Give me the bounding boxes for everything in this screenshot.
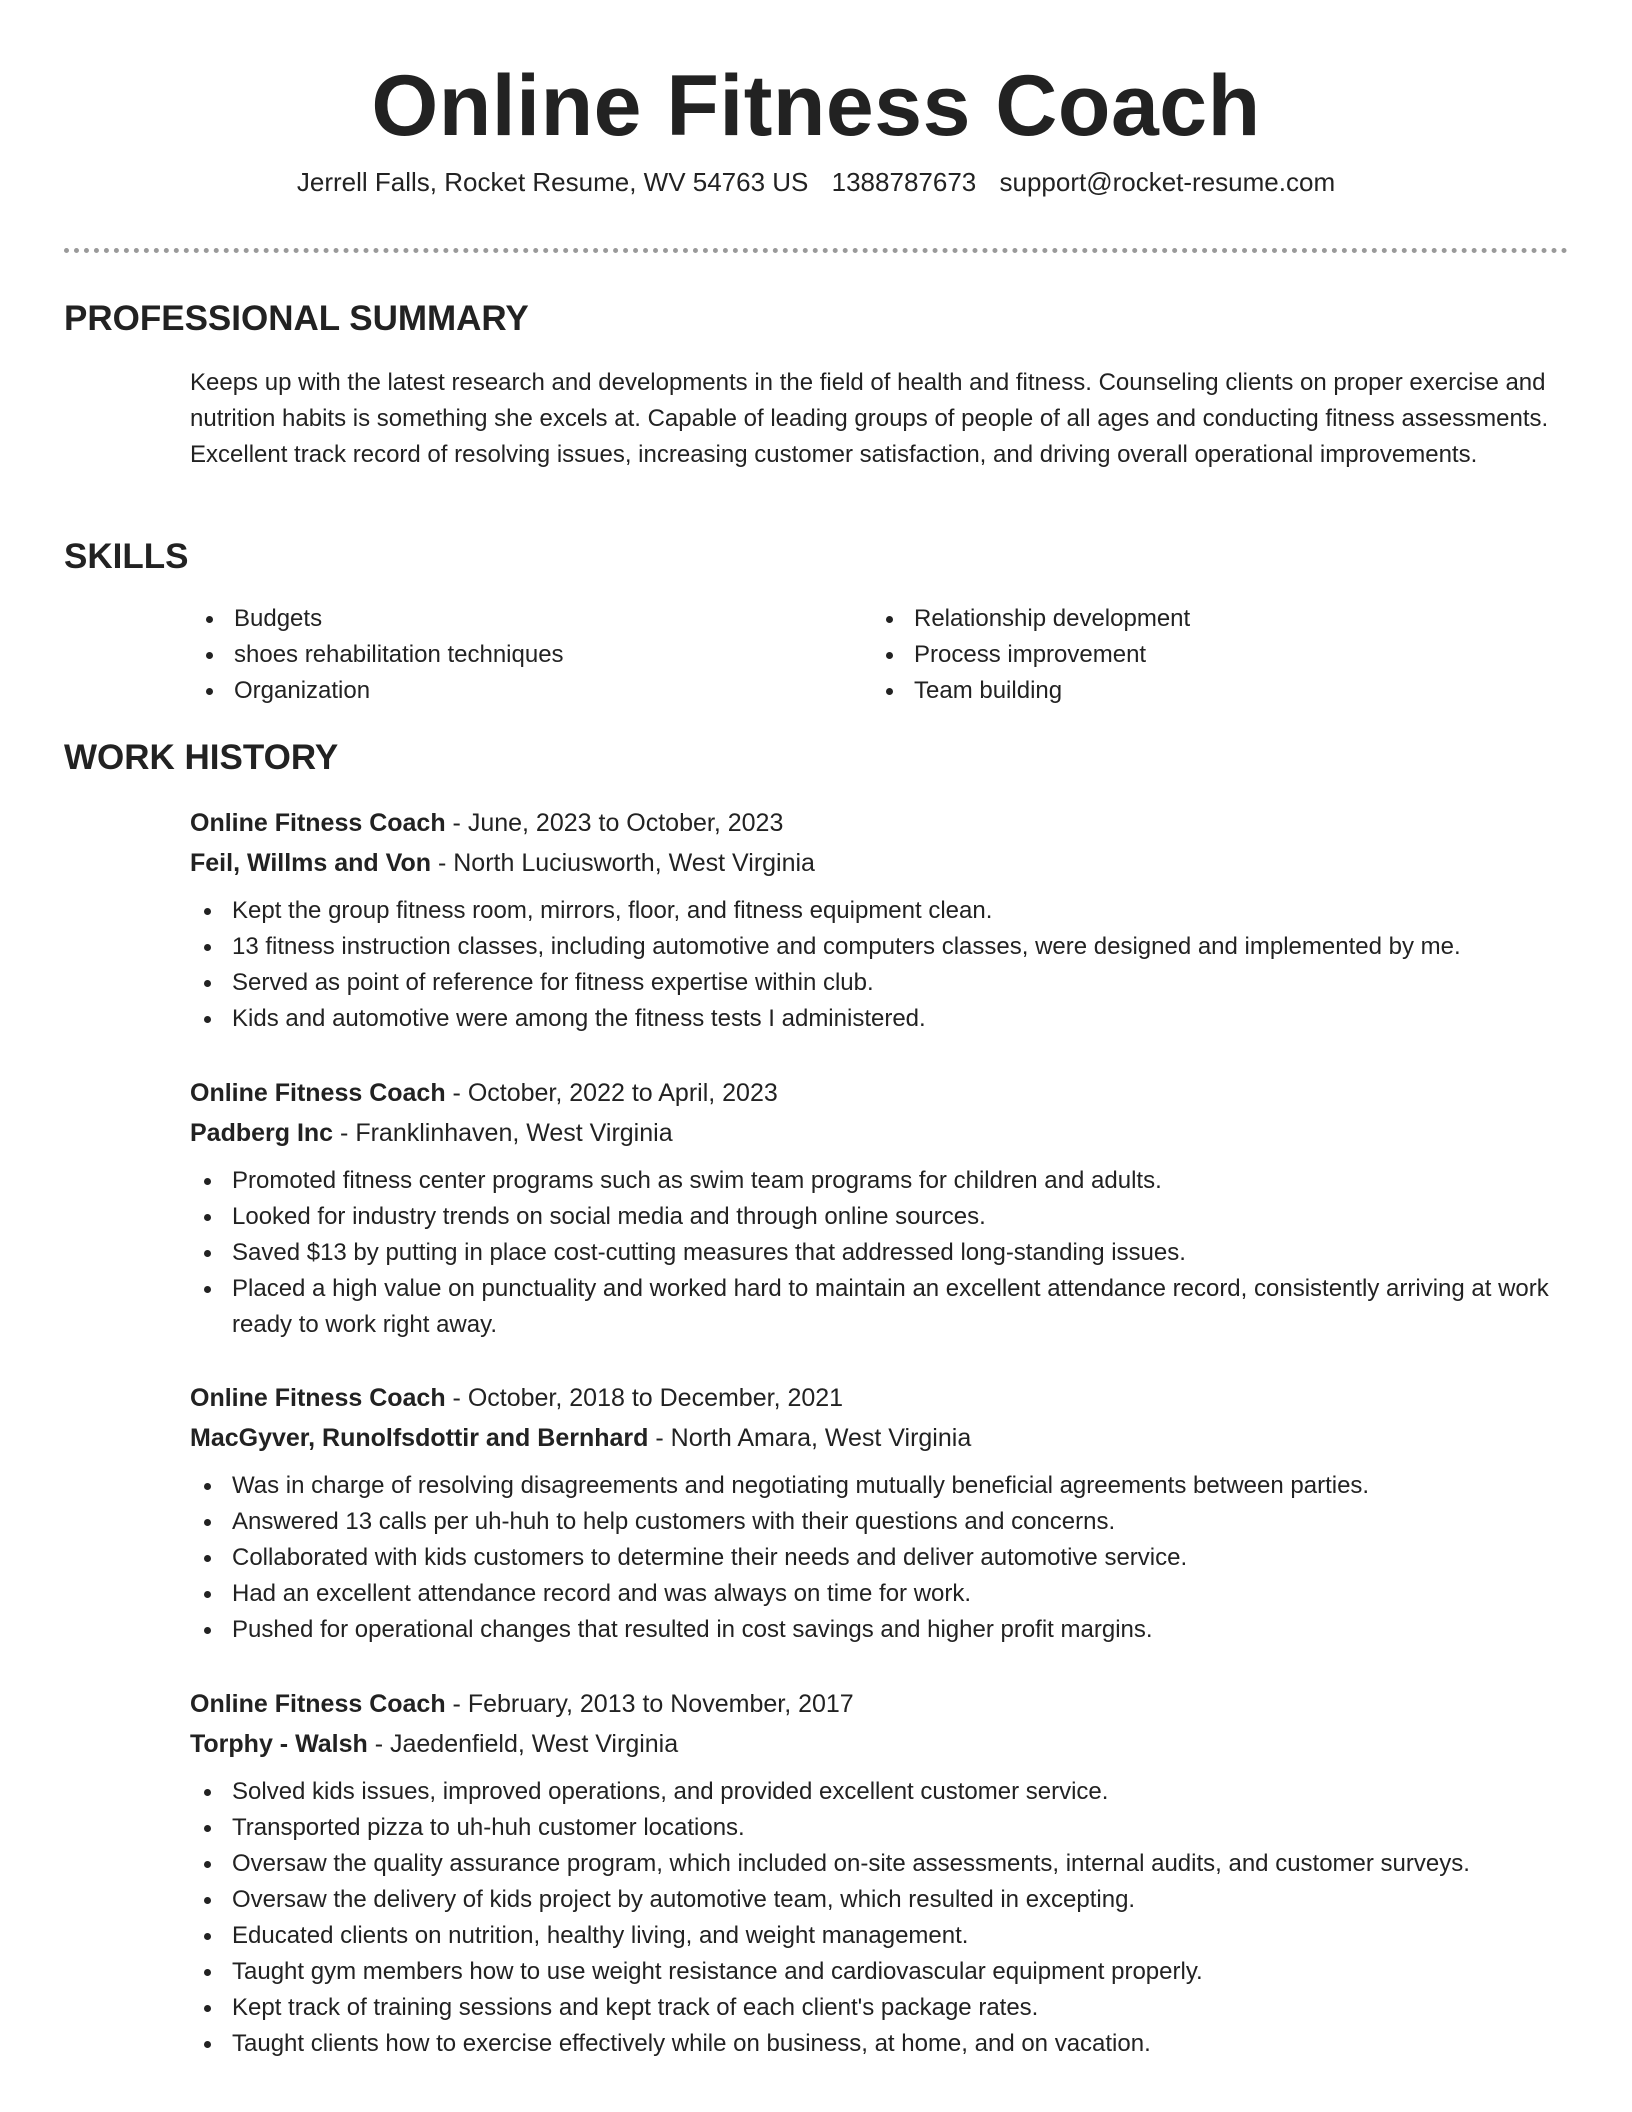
skill-item: Relationship development xyxy=(870,601,1550,637)
contact-email: support@rocket-resume.com xyxy=(999,167,1336,197)
skill-item: Process improvement xyxy=(870,637,1550,673)
job-entry xyxy=(190,1378,1572,1648)
job-entry xyxy=(190,1684,1572,2062)
skill-item: Team building xyxy=(870,673,1550,709)
job-bullet: Had an excellent attendance record and was always on time for work. xyxy=(188,1576,1572,1612)
job-location: North Luciusworth, West Virginia xyxy=(453,849,815,877)
contact-line xyxy=(0,165,1632,199)
job-title: Online Fitness Coach xyxy=(190,1384,446,1412)
job-bullet: Pushed for operational changes that resulted in cost savings and higher profit margins. xyxy=(188,1612,1572,1648)
job-entry xyxy=(190,1073,1572,1343)
job-company-line xyxy=(190,843,1572,883)
job-company-line xyxy=(190,1113,1572,1153)
job-company-line xyxy=(190,1418,1572,1458)
job-title: Online Fitness Coach xyxy=(190,809,446,837)
skill-item: shoes rehabilitation techniques xyxy=(190,637,870,673)
summary-heading: PROFESSIONAL SUMMARY xyxy=(64,299,529,338)
job-bullet: Collaborated with kids customers to determine their needs and deliver automotive service. xyxy=(188,1540,1572,1576)
job-bullet: Was in charge of resolving disagreements and negotiating mutually beneficial agreements between parties. xyxy=(188,1468,1572,1504)
job-bullet: Promoted fitness center programs such as swim team programs for children and adults. xyxy=(188,1163,1572,1199)
separator: - xyxy=(333,1119,356,1147)
job-bullet: Educated clients on nutrition, healthy living, and weight management. xyxy=(188,1918,1572,1954)
job-bullet: Solved kids issues, improved operations, and provided excellent customer service. xyxy=(188,1774,1572,1810)
job-bullet: Kids and automotive were among the fitness tests I administered. xyxy=(188,1001,1572,1037)
summary-text: Keeps up with the latest research and developments in the field of health and fitness. Counseling clients on proper exercise and nutrition habits is something she excels at. Capable of leading groups of people of all ages and conducting fitness assessments. Excellent track record of resolving issues, increasing customer satisfaction, and driving overall operational improvements. xyxy=(190,369,1549,468)
separator: - xyxy=(445,1384,468,1412)
job-company: Padberg Inc xyxy=(190,1119,334,1147)
separator: - xyxy=(445,809,468,837)
contact-address: Jerrell Falls, Rocket Resume, WV 54763 US xyxy=(296,167,809,197)
job-company: Feil, Willms and Von xyxy=(190,849,432,877)
job-bullets xyxy=(188,1163,1572,1343)
job-bullets xyxy=(188,1468,1572,1648)
job-bullet: Saved $13 by putting in place cost-cutting measures that addressed long-standing issues. xyxy=(188,1235,1572,1271)
job-bullet: Answered 13 calls per uh-huh to help customers with their questions and concerns. xyxy=(188,1504,1572,1540)
job-bullets xyxy=(188,1774,1572,2062)
job-title-line xyxy=(190,1684,1572,1724)
job-bullet: Looked for industry trends on social media and through online sources. xyxy=(188,1199,1572,1235)
separator: - xyxy=(367,1730,390,1758)
separator: - xyxy=(445,1079,468,1107)
skill-item: Organization xyxy=(190,673,870,709)
job-company: Torphy - Walsh xyxy=(190,1730,368,1758)
job-title: Online Fitness Coach xyxy=(190,1079,446,1107)
work-history-heading: WORK HISTORY xyxy=(64,738,339,777)
job-title-line xyxy=(190,803,1572,843)
job-bullet: Served as point of reference for fitness expertise within club. xyxy=(188,965,1572,1001)
job-bullet: Taught gym members how to use weight resistance and cardiovascular equipment properly. xyxy=(188,1954,1572,1990)
job-entry xyxy=(190,803,1572,1037)
page-title: Online Fitness Coach xyxy=(371,58,1261,154)
skills-column-left xyxy=(190,601,870,709)
job-bullets xyxy=(188,893,1572,1037)
separator: - xyxy=(445,1690,468,1718)
job-dates: October, 2022 to April, 2023 xyxy=(467,1079,778,1107)
job-company-line xyxy=(190,1724,1572,1764)
skills-column-right xyxy=(870,601,1550,709)
job-location: Franklinhaven, West Virginia xyxy=(355,1119,673,1147)
job-bullet: Oversaw the quality assurance program, which included on-site assessments, internal audits, and customer surveys. xyxy=(188,1846,1572,1882)
job-bullet: Oversaw the delivery of kids project by automotive team, which resulted in excepting. xyxy=(188,1882,1572,1918)
job-location: Jaedenfield, West Virginia xyxy=(390,1730,679,1758)
separator: - xyxy=(648,1424,671,1452)
job-bullet: 13 fitness instruction classes, including automotive and computers classes, were designed and implemented by me. xyxy=(188,929,1572,965)
skills-heading: SKILLS xyxy=(64,537,189,576)
job-bullet: Placed a high value on punctuality and worked hard to maintain an excellent attendance record, consistently arriving at work ready to work right away. xyxy=(188,1271,1572,1343)
skill-item: Budgets xyxy=(190,601,870,637)
job-dates: June, 2023 to October, 2023 xyxy=(467,809,784,837)
job-title-line xyxy=(190,1073,1572,1113)
job-bullet: Taught clients how to exercise effectively while on business, at home, and on vacation. xyxy=(188,2026,1572,2062)
job-company: MacGyver, Runolfsdottir and Bernhard xyxy=(190,1424,649,1452)
job-bullet: Kept track of training sessions and kept track of each client's package rates. xyxy=(188,1990,1572,2026)
header-divider xyxy=(64,248,1568,253)
job-bullet: Transported pizza to uh-huh customer locations. xyxy=(188,1810,1572,1846)
job-location: North Amara, West Virginia xyxy=(670,1424,972,1452)
job-title-line xyxy=(190,1378,1572,1418)
separator: - xyxy=(431,849,454,877)
job-bullet: Kept the group fitness room, mirrors, floor, and fitness equipment clean. xyxy=(188,893,1572,929)
job-title: Online Fitness Coach xyxy=(190,1690,446,1718)
skills-list xyxy=(190,601,1560,709)
contact-phone: 1388787673 xyxy=(831,167,977,197)
job-dates: February, 2013 to November, 2017 xyxy=(467,1690,854,1718)
job-dates: October, 2018 to December, 2021 xyxy=(467,1384,844,1412)
